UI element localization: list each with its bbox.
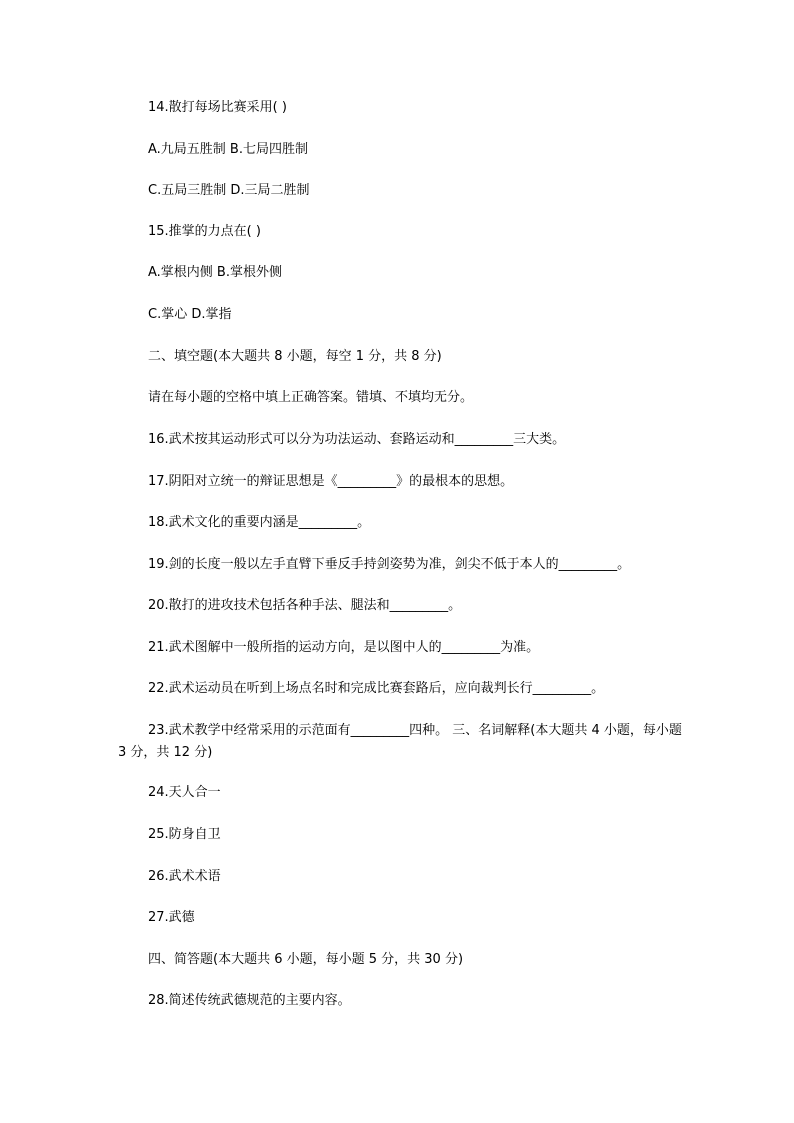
question-27: 27.武德 xyxy=(148,910,195,925)
question-18: 18.武术文化的重要内涵是_________。 xyxy=(148,515,371,530)
question-25: 25.防身自卫 xyxy=(148,827,221,842)
question-16: 16.武术按其运动形式可以分为功法运动、套路运动和_________三大类。 xyxy=(148,432,566,447)
question-23-and-section-3-heading: 23.武术教学中经常采用的示范面有_________四种。 三、名词解释(本大题共 4 小题，每小题 3 分，共 12 分) xyxy=(118,723,682,760)
section-2-heading: 二、填空题(本大题共 8 小题，每空 1 分，共 8 分) xyxy=(148,349,442,364)
section-4-heading: 四、简答题(本大题共 6 小题，每小题 5 分，共 30 分) xyxy=(148,952,464,967)
question-20: 20.散打的进攻技术包括各种手法、腿法和_________。 xyxy=(148,598,462,613)
question-15-options-cd: C.掌心 D.掌指 xyxy=(148,307,232,322)
question-26: 26.武术术语 xyxy=(148,869,221,884)
question-28: 28.简述传统武德规范的主要内容。 xyxy=(148,993,351,1008)
question-14-options-ab: A.九局五胜制 B.七局四胜制 xyxy=(148,142,308,157)
question-15: 15.推掌的力点在( ) xyxy=(148,224,261,239)
question-15-options-ab: A.掌根内侧 B.掌根外侧 xyxy=(148,265,282,280)
question-14: 14.散打每场比赛采用( ) xyxy=(148,100,287,115)
question-14-options-cd: C.五局三胜制 D.三局二胜制 xyxy=(148,183,310,198)
question-17: 17.阴阳对立统一的辩证思想是《_________》的最根本的思想。 xyxy=(148,474,514,489)
section-2-instructions: 请在每小题的空格中填上正确答案。错填、不填均无分。 xyxy=(148,390,474,405)
question-24: 24.天人合一 xyxy=(148,785,221,800)
question-19: 19.剑的长度一般以左手直臂下垂反手持剑姿势为准，剑尖不低于本人的_________。 xyxy=(148,557,631,572)
question-21: 21.武术图解中一般所指的运动方向，是以图中人的_________为准。 xyxy=(148,640,540,655)
question-22: 22.武术运动员在听到上场点名时和完成比赛套路后，应向裁判长行_________。 xyxy=(148,681,605,696)
